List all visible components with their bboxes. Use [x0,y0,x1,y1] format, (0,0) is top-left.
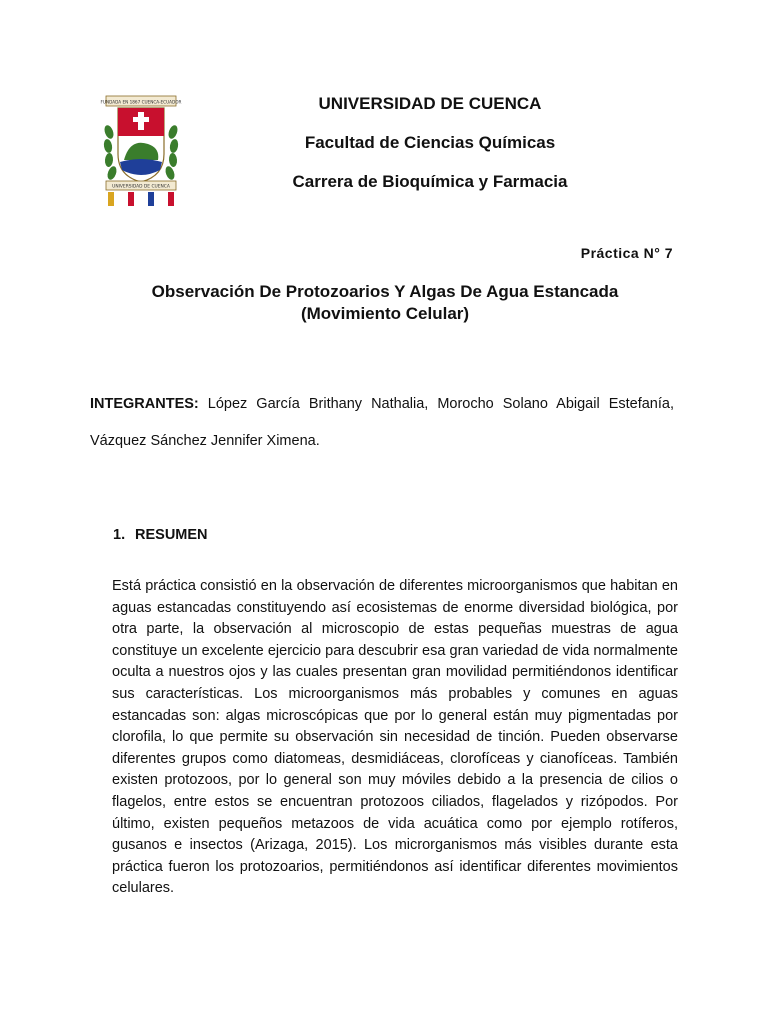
section-title: RESUMEN [135,527,208,543]
laurel-left [103,124,118,181]
logo-tassel-gold [108,192,114,206]
logo-tassel-blue [148,192,154,206]
team-members-names: López García Brithany Nathalia, Morocho Solano Abigail Estefanía, Vázquez Sánchez Jennifer Ximena. [90,396,674,449]
section-heading [113,527,208,543]
section-number: 1. [113,527,126,543]
logo-tassel-red [128,192,134,206]
university-coat-of-arms-logo [100,92,182,210]
laurel-right [164,124,179,181]
team-members-label: INTEGRANTES: [90,396,199,412]
university-name: UNIVERSIDAD DE CUENCA [318,94,542,113]
career-name: Carrera de Bioquímica y Farmacia [292,172,568,191]
faculty-name: Facultad de Ciencias Químicas [304,133,556,152]
logo-banner-text: FUNDADA EN 1867 CUENCA-ECUADOR [100,99,182,105]
logo-shield-cross-h [133,117,149,122]
document-title-line2: (Movimiento Celular) [300,304,470,323]
logo-tassel-red-2 [168,192,174,206]
logo-ribbon-text: UNIVERSIDAD DE CUENCA [112,184,170,190]
team-members [90,386,674,460]
document-title [90,281,680,325]
document-title-line1: Observación De Protozoarios Y Algas De Agua Estancada [151,282,619,301]
summary-paragraph: Está práctica consistió en la observación de diferentes microorganismos que habitan en aguas estancadas constituyendo así ecosistemas de enorme diversidad biológica, por otra parte, la observación al microscopio de estas pequeñas muestras de agua constituye un excelente ejercicio para descubrir esa gran variedad de vida normalmente oculta a nuestros ojos y las cuales presentan gran movilidad permitiéndonos identificar sus características. Los microorganismos más probables y comunes en aguas estancadas son: algas microscópicas que por lo general están muy pigmentadas por clorofila, lo que permite su observación sin necesidad de tinción. Pueden observarse diferentes grupos como diatomeas, desmidiáceas, clorofíceas y cianofíceas. También existen protozoos, por lo general son muy móviles debido a la presencia de cilios o flagelos, entre estos se encuentran protozoos ciliados, flagelados y rizópodos. Por último, existen pequeños metazoos de vida acuática como por ejemplo rotíferos, gusanos e insectos (Arizaga, 2015). Los microrganismos más visibles durante esta práctica fueron los protozoarios, permitiéndonos así identificar diferentes movimientos celulares. [112,578,678,897]
practice-number: Práctica N° 7 [580,245,673,261]
